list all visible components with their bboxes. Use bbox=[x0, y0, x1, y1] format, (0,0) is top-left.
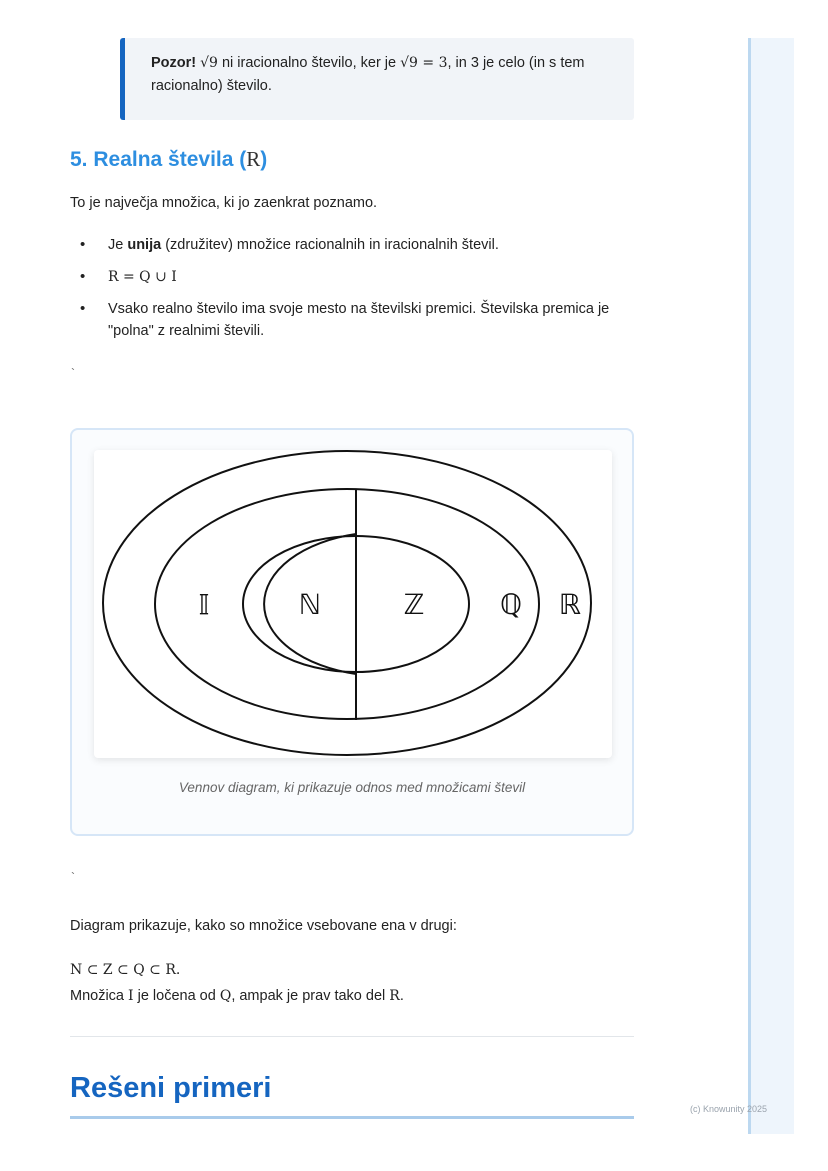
note-end: . bbox=[399, 988, 404, 1004]
bullet1-post: (združitev) množice racionalnih in iracionalnih števil. bbox=[161, 237, 499, 253]
watermark: (c) Knowunity 2025 bbox=[690, 1104, 768, 1114]
venn-diagram bbox=[94, 450, 612, 758]
section-title-close: ) bbox=[260, 148, 268, 171]
backtick: ` bbox=[71, 366, 75, 380]
venn-figure bbox=[70, 428, 634, 836]
callout-sqrt-eq: √9 = 3 bbox=[400, 55, 448, 71]
note-R: R bbox=[389, 988, 400, 1004]
divider bbox=[70, 1036, 634, 1037]
heading-underline bbox=[70, 1116, 634, 1119]
note-I: I bbox=[128, 988, 134, 1004]
subset-chain: N ⊂ Z ⊂ Q ⊂ R. bbox=[70, 962, 181, 978]
side-panel bbox=[748, 38, 794, 1134]
callout-sqrt: √9 bbox=[200, 55, 218, 71]
note-mid2: , ampak je prav tako del bbox=[231, 988, 390, 1004]
property-list bbox=[70, 234, 630, 352]
note-Q: Q bbox=[219, 988, 232, 1004]
label-N: ℕ bbox=[298, 588, 322, 621]
figure-caption: Vennov diagram, ki prikazuje odnos med množicami števil bbox=[178, 780, 526, 795]
section-title bbox=[70, 147, 267, 172]
callout-text bbox=[151, 52, 614, 98]
bullet2-formula: R = Q ∪ I bbox=[108, 269, 177, 285]
backtick: ` bbox=[71, 870, 75, 884]
label-I: 𝕀 bbox=[198, 588, 210, 621]
bullet3-text: Vsako realno število ima svoje mesto na številski premici. Številska premica je "polna" z realnimi števili. bbox=[108, 301, 610, 339]
note-mid: je ločena od bbox=[133, 988, 220, 1004]
callout-text1: ni iracionalno število, ker je bbox=[217, 55, 401, 71]
callout-strong: Pozor! bbox=[151, 55, 197, 71]
section-intro: To je največja množica, ki jo zaenkrat poznamo. bbox=[70, 195, 378, 211]
bullet1-pre: Je bbox=[108, 237, 128, 253]
venn-diagram-frame bbox=[94, 450, 612, 758]
warning-callout bbox=[120, 38, 634, 120]
note-pre: Množica bbox=[70, 988, 129, 1004]
irrational-note bbox=[70, 988, 404, 1004]
label-Q: ℚ bbox=[499, 588, 523, 621]
section-title-text: 5. Realna števila ( bbox=[70, 148, 247, 171]
list-item bbox=[70, 266, 630, 288]
callout-text2: , in 3 je celo (in s tem racionalno) število. bbox=[151, 55, 585, 94]
list-item bbox=[70, 234, 630, 256]
solved-examples-heading: Rešeni primeri bbox=[70, 1072, 272, 1104]
diagram-explanation: Diagram prikazuje, kako so množice vsebovane ena v drugi: bbox=[70, 918, 457, 934]
section-title-symbol: R bbox=[246, 147, 261, 171]
bullet1-bold: unija bbox=[127, 237, 162, 253]
set-Q-ellipse bbox=[155, 489, 539, 719]
label-Z: ℤ bbox=[403, 588, 425, 621]
list-item bbox=[70, 298, 630, 342]
label-R: ℝ bbox=[558, 588, 582, 621]
